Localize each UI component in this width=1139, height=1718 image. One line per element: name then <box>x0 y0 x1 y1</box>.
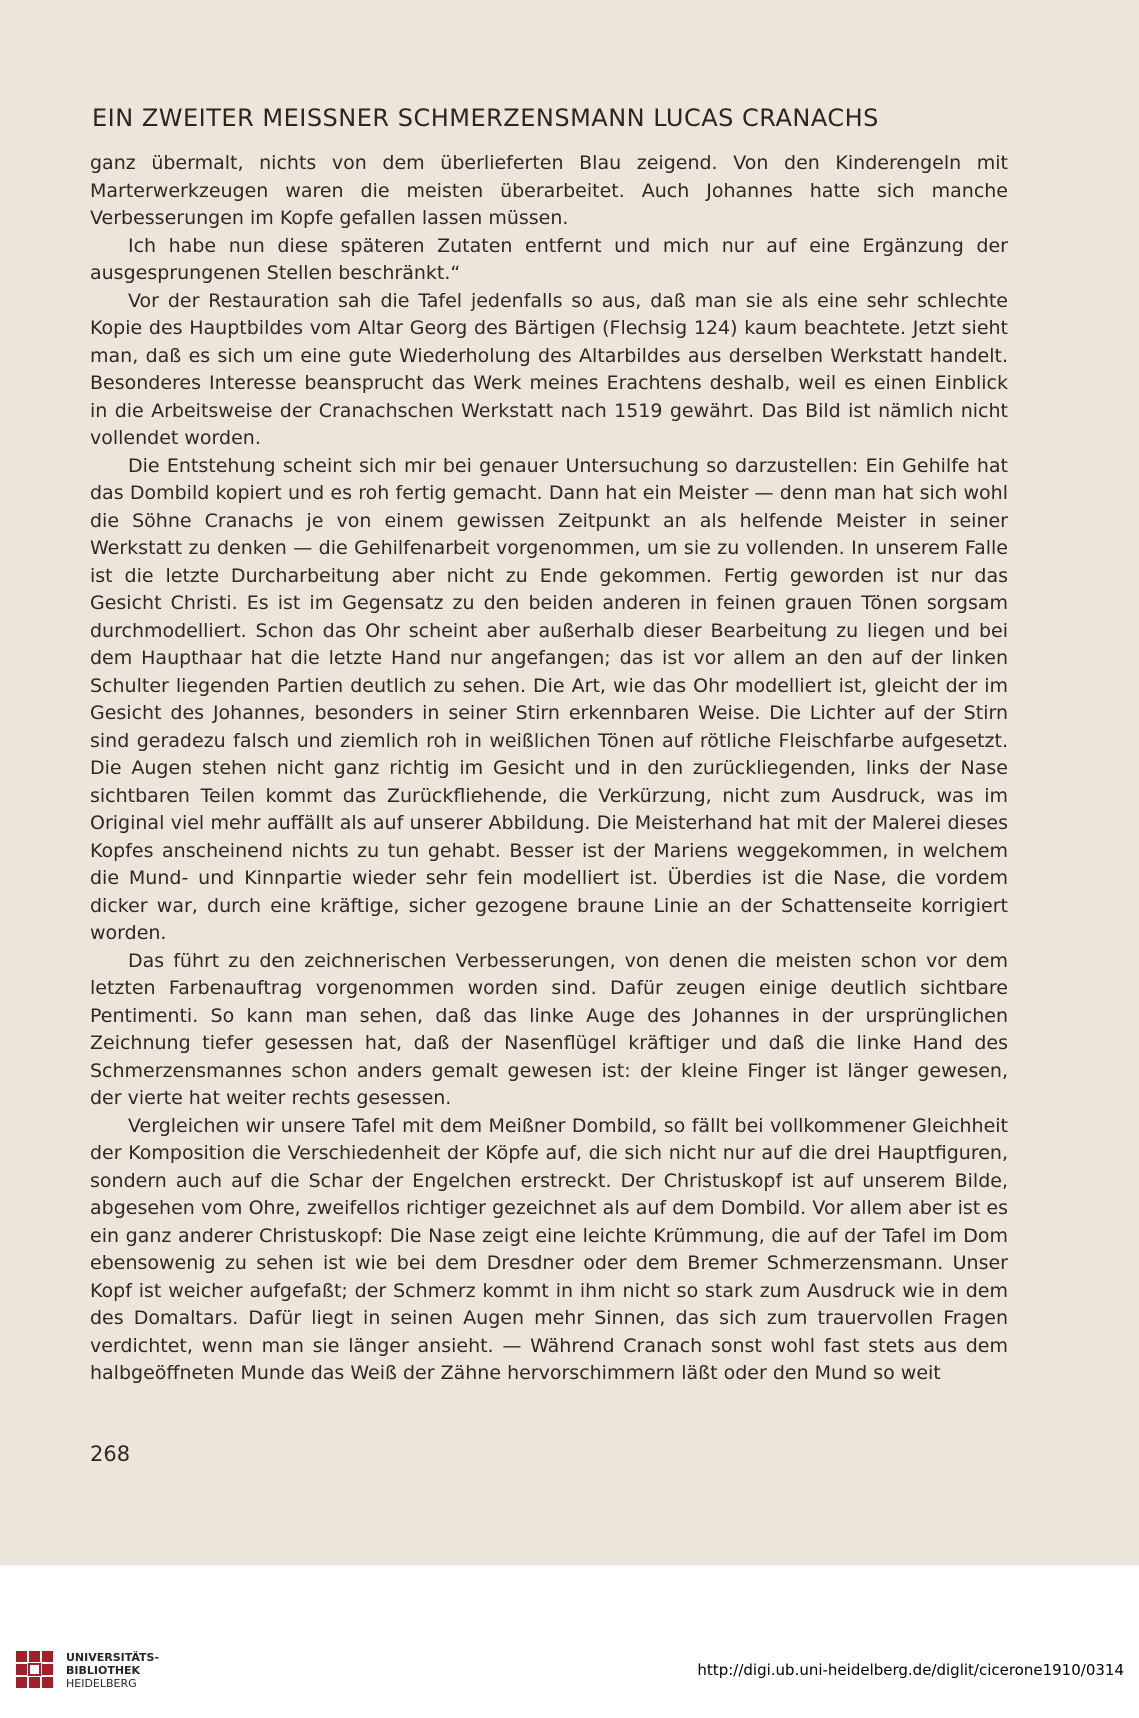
footer <box>0 1565 1139 1718</box>
source-url[interactable]: http://digi.ub.uni-heidelberg.de/diglit/cicerone1910/0314 <box>697 1661 1124 1679</box>
page-number: 268 <box>90 1442 131 1466</box>
body-text <box>90 150 1008 1388</box>
running-head: EIN ZWEITER MEISSNER SCHMERZENSMANN LUCAS CRANACHS <box>92 104 879 132</box>
paragraph: Ich habe nun diese späteren Zutaten entfernt und mich nur auf eine Ergänzung der ausgesprungenen Stellen beschränkt.“ <box>90 234 1008 284</box>
library-name-line: UNIVERSITÄTS- <box>66 1651 160 1664</box>
paragraph: Die Entstehung scheint sich mir bei genauer Untersuchung so darzustellen: Ein Gehilfe hat das Dombild kopiert und es roh fertig gemacht. Dann hat ein Meister — denn man hat sich wohl die Söhne Cranachs je von einem gewissen Zeitpunkt an als helfende Meister in seiner Werkstatt zu denken — die Gehilfenarbeit vorgenommen, um sie zu vollenden. In unserem Falle ist die letzte Durcharbeitung aber nicht zu Ende gekommen. Fertig geworden ist nur das Gesicht Christi. Es ist im Gegensatz zu den beiden anderen in feinen grauen Tönen sorgsam durchmodelliert. Schon das Ohr scheint aber außerhalb dieser Bearbeitung zu liegen und bei dem Haupthaar hat die letzte Hand nur angefangen; das ist vor allem an den auf der linken Schulter liegenden Partien deutlich zu sehen. Die Art, wie das Ohr modelliert ist, gleicht der im Gesicht des Johannes, besonders in seiner Stirn erkennbaren Weise. Die Lichter auf der Stirn sind geradezu falsch und ziemlich roh in weißlichen Tönen auf rötliche Fleischfarbe aufgesetzt. Die Augen stehen nicht ganz richtig im Gesicht und in den zurückliegenden, links der Nase sichtbaren Teilen kommt das Zurückfliehende, die Verkürzung, nicht zum Ausdruck, was im Original viel mehr auffällt als auf unserer Abbildung. Die Meisterhand hat mit der Malerei dieses Kopfes anscheinend nichts zu tun gehabt. Besser ist der Mariens weggekommen, in welchem die Mund- und Kinnpartie wieder sehr fein modelliert ist. Überdies ist die Nase, die vordem dicker war, durch eine kräftige, sicher gezogene braune Linie an der Schattenseite korrigiert worden. <box>90 454 1008 944</box>
library-name-line: BIBLIOTHEK <box>66 1664 141 1677</box>
paragraph: ganz übermalt, nichts von dem überlieferten Blau zeigend. Von den Kinderengeln mit Marterwerkzeugen waren die meisten überarbeitet. Auch Johannes hatte sich manche Verbesserungen im Kopfe gefallen lassen müssen. <box>90 152 1008 229</box>
paragraph: Das führt zu den zeichnerischen Verbesserungen, von denen die meisten schon vor dem letzten Farbenauftrag vorgenommen worden sind. Dafür zeugen einige deutlich sichtbare Pentimenti. So kann man sehen, daß das linke Auge des Johannes in der ursprünglichen Zeichnung tiefer gesessen hat, daß der Nasenflügel kräftiger und daß die linke Hand des Schmerzensmannes schon anders gemalt gewesen ist: der kleine Finger ist länger gewesen, der vierte hat weiter rechts gesessen. <box>90 949 1008 1109</box>
university-library-logo-icon <box>12 1647 58 1693</box>
paragraph: Vor der Restauration sah die Tafel jedenfalls so aus, daß man sie als eine sehr schlechte Kopie des Hauptbildes vom Altar Georg des Bärtigen (Flechsig 124) kaum beachtete. Jetzt sieht man, daß es sich um eine gute Wiederholung des Altarbildes aus derselben Werkstatt handelt. Besonderes Interesse beansprucht das Werk meines Erachtens deshalb, weil es einen Einblick in die Arbeitsweise der Cranachschen Werkstatt nach 1519 gewährt. Das Bild ist nämlich nicht vollendet worden. <box>90 289 1008 449</box>
library-name <box>66 1651 159 1690</box>
paragraph: Vergleichen wir unsere Tafel mit dem Meißner Dombild, so fällt bei vollkommener Gleichheit der Komposition die Verschiedenheit der Köpfe auf, die sich nicht nur auf die drei Hauptfiguren, sondern auch auf die Schar der Engelchen erstreckt. Der Christuskopf ist auf unserem Bilde, abgesehen vom Ohre, zweifellos richtiger gezeichnet als auf dem Dombild. Vor allem aber ist es ein ganz anderer Christuskopf: Die Nase zeigt eine leichte Krümmung, die auf der Tafel im Dom ebensowenig zu sehen ist wie bei dem Dresdner oder dem Bremer Schmerzensmann. Unser Kopf ist weicher aufgefaßt; der Schmerz kommt in ihm nicht so stark zum Ausdruck wie in dem des Domaltars. Dafür liegt in seinen Augen mehr Sinnen, das sich zum trauervollen Fragen verdichtet, wenn man sie länger ansieht. — Während Cranach sonst wohl fast stets aus dem halbgeöffneten Munde das Weiß der Zähne hervorschimmern läßt oder den Mund so weit <box>90 1114 1008 1384</box>
library-name-line: HEIDELBERG <box>66 1677 137 1690</box>
